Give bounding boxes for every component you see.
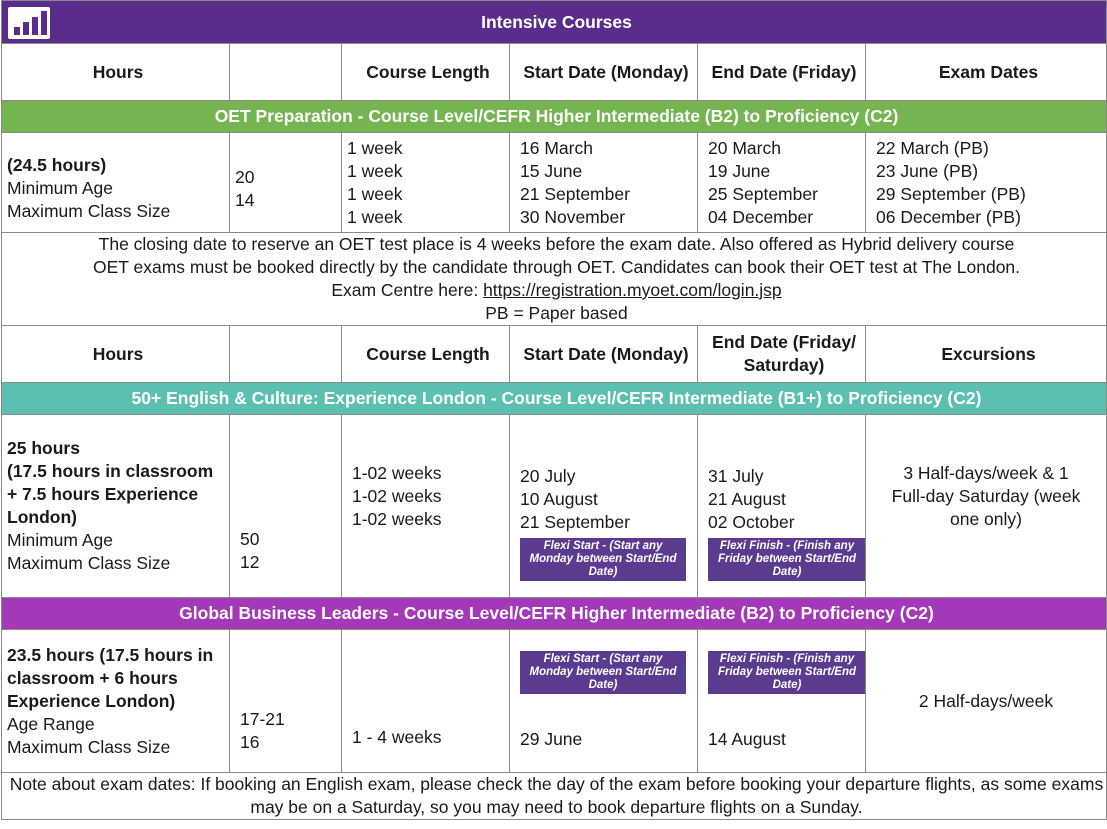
title-cell xyxy=(2,1,1107,44)
oet-exam: 29 September (PB) xyxy=(876,183,1026,204)
col-hours: Hours xyxy=(2,326,230,383)
col-end-date xyxy=(698,326,866,383)
col-blank xyxy=(230,44,342,101)
col-excursions: Excursions xyxy=(866,326,1107,383)
fifty-hours-line: + 7.5 hours Experience xyxy=(7,484,199,504)
fifty-flexi-start-badge: Flexi Start - (Start any Monday between Start/End Date) xyxy=(520,538,686,581)
gbl-age-label: Age Range xyxy=(7,713,95,734)
gbl-end-cell xyxy=(698,630,866,773)
oet-values-cell xyxy=(230,133,342,233)
oet-exams-cell xyxy=(866,133,1107,233)
fifty-flexi-finish-badge: Flexi Finish - (Finish any Friday between Start/End Date) xyxy=(708,538,866,581)
page-title: Intensive Courses xyxy=(481,11,632,32)
oet-max-class: 14 xyxy=(235,189,255,210)
oet-exam: 23 June (PB) xyxy=(876,160,979,181)
oet-exam: 06 December (PB) xyxy=(876,206,1021,227)
oet-start: 30 November xyxy=(520,206,626,227)
fifty-ends-cell xyxy=(698,415,866,598)
oet-min-age-label: Minimum Age xyxy=(7,178,114,198)
oet-hours-title: (24.5 hours) xyxy=(7,155,107,175)
oet-max-class-label: Maximum Class Size xyxy=(7,201,171,221)
oet-ends-cell xyxy=(698,133,866,233)
col-hours: Hours xyxy=(2,44,230,101)
col-end-date-line: End Date (Friday/ xyxy=(712,332,856,352)
oet-hours-cell xyxy=(2,133,230,233)
fifty-hours-cell xyxy=(2,415,230,598)
fifty-max-class: 12 xyxy=(240,552,260,572)
fifty-starts-cell xyxy=(510,415,698,598)
fifty-start: 21 September xyxy=(520,512,630,532)
gbl-row xyxy=(2,630,1107,773)
fifty-start: 20 July xyxy=(520,466,576,486)
fifty-hours-line: London) xyxy=(7,507,77,527)
gbl-length-cell xyxy=(342,630,510,773)
oet-min-age: 20 xyxy=(235,166,255,187)
header-row-excursions xyxy=(2,326,1107,383)
col-start-date: Start Date (Monday) xyxy=(510,44,698,101)
intensive-courses-document xyxy=(1,0,1106,820)
band-fifty xyxy=(2,383,1107,415)
fifty-max-class-label: Maximum Class Size xyxy=(7,553,171,573)
gbl-hours-line: 23.5 hours (17.5 hours in xyxy=(7,644,214,665)
oet-lengths-cell xyxy=(342,133,510,233)
oet-start: 21 September xyxy=(520,183,630,204)
gbl-max-class: 16 xyxy=(240,732,260,752)
fifty-lengths-cell xyxy=(342,415,510,598)
oet-length: 1 week xyxy=(347,160,403,181)
band-oet xyxy=(2,101,1107,133)
fifty-hours-line: 25 hours xyxy=(7,438,80,458)
fifty-row xyxy=(2,415,1107,598)
oet-length: 1 week xyxy=(347,206,403,227)
gbl-length: 1 - 4 weeks xyxy=(352,726,442,747)
footer-note-row xyxy=(2,773,1107,820)
fifty-min-age: 50 xyxy=(240,529,260,549)
oet-start: 16 March xyxy=(520,137,593,158)
courses-table xyxy=(1,0,1107,820)
gbl-end: 14 August xyxy=(708,729,786,749)
band-fifty-title: 50+ English & Culture: Experience London - Course Level/CEFR Intermediate (B1+) to Proficiency (C2) xyxy=(2,383,1107,415)
fifty-length: 1-02 weeks xyxy=(352,508,442,529)
oet-row xyxy=(2,133,1107,233)
gbl-excursions: 2 Half-days/week xyxy=(918,690,1054,711)
col-course-length: Course Length xyxy=(342,44,510,101)
gbl-excursions-cell xyxy=(866,630,1107,773)
gbl-age-range: 17-21 xyxy=(240,709,285,729)
fifty-excursions-cell xyxy=(866,415,1107,598)
oet-note-line xyxy=(7,279,1106,302)
col-exam-dates: Exam Dates xyxy=(866,44,1107,101)
footer-note: Note about exam dates: If booking an English exam, please check the day of the exam before booking your departure flights, as some exams may be on a Saturday, so you may need to book departure flights on a Sunday. xyxy=(2,773,1107,820)
oet-end: 25 September xyxy=(708,183,818,204)
fifty-length: 1-02 weeks xyxy=(352,485,442,506)
col-course-length: Course Length xyxy=(342,326,510,383)
band-oet-title: OET Preparation - Course Level/CEFR Higher Intermediate (B2) to Proficiency (C2) xyxy=(2,101,1107,133)
fifty-end: 21 August xyxy=(708,489,786,509)
oet-note-line: PB = Paper based xyxy=(485,303,628,323)
oet-note-line: The closing date to reserve an OET test place is 4 weeks before the exam date. Also offered as Hybrid delivery course xyxy=(98,234,1015,254)
fifty-excursion-line: 3 Half-days/week & 1 xyxy=(903,462,1069,483)
header-row-oet xyxy=(2,44,1107,101)
col-start-date: Start Date (Monday) xyxy=(510,326,698,383)
gbl-start: 29 June xyxy=(520,729,583,749)
oet-note-prefix: Exam Centre here: xyxy=(331,280,484,300)
bar-chart-logo-icon xyxy=(8,7,50,39)
oet-registration-link[interactable]: https://registration.myoet.com/login.jsp xyxy=(483,280,782,300)
oet-exam: 22 March (PB) xyxy=(876,137,989,158)
band-gbl xyxy=(2,598,1107,630)
fifty-hours-line: (17.5 hours in classroom xyxy=(7,461,214,481)
col-end-date-line: Saturday) xyxy=(743,355,825,375)
oet-note-row xyxy=(2,233,1107,326)
oet-end: 20 March xyxy=(708,137,781,158)
fifty-excursion-line: Full-day Saturday (week xyxy=(891,485,1081,506)
oet-length: 1 week xyxy=(347,183,403,204)
col-end-date: End Date (Friday) xyxy=(698,44,866,101)
gbl-hours-line: Experience London) xyxy=(7,690,176,711)
fifty-values-cell xyxy=(230,415,342,598)
gbl-max-class-label: Maximum Class Size xyxy=(7,736,171,757)
oet-note-cell xyxy=(2,233,1107,326)
fifty-length: 1-02 weeks xyxy=(352,462,442,483)
oet-start: 15 June xyxy=(520,160,583,181)
oet-note-line: OET exams must be booked directly by the candidate through OET. Candidates can book their OET test at The London. xyxy=(92,257,1021,277)
fifty-end: 31 July xyxy=(708,466,764,486)
fifty-start: 10 August xyxy=(520,489,598,509)
gbl-hours-line: classroom + 6 hours xyxy=(7,667,178,688)
col-blank xyxy=(230,326,342,383)
oet-length: 1 week xyxy=(347,137,403,158)
title-row xyxy=(2,1,1107,44)
gbl-start-cell xyxy=(510,630,698,773)
oet-starts-cell xyxy=(510,133,698,233)
oet-end: 19 June xyxy=(708,160,771,181)
oet-end: 04 December xyxy=(708,206,814,227)
fifty-excursion-line: one only) xyxy=(950,508,1022,529)
fifty-min-age-label: Minimum Age xyxy=(7,530,114,550)
gbl-flexi-start-badge: Flexi Start - (Start any Monday between Start/End Date) xyxy=(520,651,686,694)
gbl-flexi-finish-badge: Flexi Finish - (Finish any Friday between Start/End Date) xyxy=(708,651,866,694)
fifty-end: 02 October xyxy=(708,512,795,532)
gbl-hours-cell xyxy=(2,630,230,773)
band-gbl-title: Global Business Leaders - Course Level/CEFR Higher Intermediate (B2) to Proficiency (C2) xyxy=(2,598,1107,630)
gbl-values-cell xyxy=(230,630,342,773)
